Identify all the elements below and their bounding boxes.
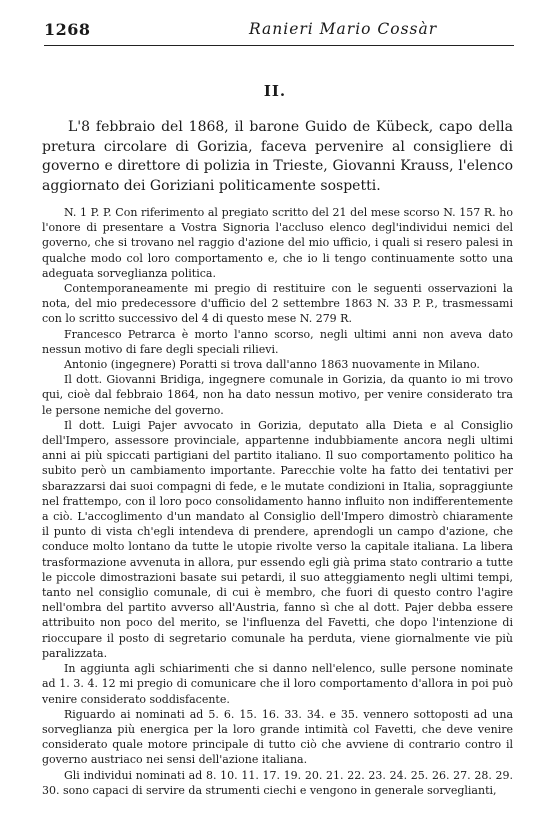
doc-paragraph: N. 1 P. P. Con riferimento al pregiato scritto del 21 del mese scorso N. 157 R. ho l'onore di presentare a Vostra Signoria l'accluso elenco degl'individui nemici del governo, che si trovano nel raggio d'azione del mio ufficio, i quali si resero palesi in qualche modo col loro comportamento e, che io li tengo continuamente sotto una adeguata sorveglianza politica. — [42, 206, 513, 280]
doc-paragraph: Antonio (ingegnere) Poratti si trova dall'anno 1863 nuovamente in Milano. — [64, 358, 480, 372]
quoted-document — [42, 205, 513, 798]
page-number: 1268 — [44, 20, 91, 39]
running-head: Ranieri Mario Cossàr — [249, 20, 438, 38]
intro-paragraph: L'8 febbraio del 1868, il barone Guido de Kübeck, capo della pretura circolare di Gorizia, faceva pervenire al consigliere di governo e direttore di polizia in Trieste, Giovanni Krauss, l'elenco aggiornato dei Goriziani politicamente sospetti. — [42, 119, 513, 194]
doc-paragraph: Contemporaneamente mi pregio di restituire con le seguenti osservazioni la nota, del mio predecessore d'ufficio del 2 settembre 1863 N. 33 P. P., trasmessami con lo scritto successivo del 4 di questo mese N. 279 R. — [42, 282, 513, 326]
section-title: II. — [263, 82, 287, 100]
doc-paragraph: Gli individui nominati ad 8. 10. 11. 17. 19. 20. 21. 22. 23. 24. 25. 26. 27. 28. 29. 30. sono capaci di servire da strumenti ciechi e vengono in generale sorveglianti, — [42, 768, 513, 797]
doc-paragraph: Francesco Petrarca è morto l'anno scorso, negli ultimi anni non aveva dato nessun motivo di fare degli speciali rilievi. — [42, 327, 513, 356]
doc-paragraph: In aggiunta agli schiarimenti che si danno nell'elenco, sulle persone nominate ad 1. 3. 4. 12 mi pregio di comunicare che il loro comportamento d'allora in poi può venire considerato soddisfacente. — [42, 662, 513, 706]
header-rule — [44, 45, 514, 46]
doc-paragraph: Il dott. Luigi Pajer avvocato in Gorizia, deputato alla Dieta e al Consiglio dell'Impero, assessore provinciale, appartenne indubbiamente ancora negli ultimi anni ai più spiccati partigiani del partito italiano. Il suo comportamento politico ha subito però un cambiamento importante. Parecchie volte ha fatto dei tentativi per sbarazzarsi dai suoi compagni di fede, e le mutate condizioni in Italia, sopraggiunte nel frattempo, con il loro poco consolidamento hanno influito non indifferentemente a ciò. L'accoglimento d'un mandato al Consiglio dell'Impero dimostrò chiaramente il punto di vista ch'egli intendeva di prendere, aprendogli un campo d'azione, che conduce molto lontano da tutte le utopie rivolte verso la capitale italiana. La libera trasformazione avvenuta in allora, pur essendo egli già prima stato contrario a tutte le piccole dimostrazioni basate sui petardi, il suo atteggiamento negli ultimi tempi, tanto nel consiglio comunale, di cui è membro, che fuori di questo contro l'agire nell'ombra del partito avverso all'Austria, fanno sì che al dott. Pajer debba essere attribuito non poco del merito, se l'influenza del Favetti, che dopo l'intenzione di rioccupare il posto di segretario comunale ha perduta, viene giornalmente vie più paralizzata. — [42, 418, 513, 660]
page-header — [44, 20, 514, 46]
doc-paragraph: Il dott. Giovanni Bridiga, ingegnere comunale in Gorizia, da quanto io mi trovo qui, cioè dal febbraio 1864, non ha dato nessun motivo, per venire considerato tra le persone nemiche del governo. — [42, 373, 513, 417]
doc-paragraph: Riguardo ai nominati ad 5. 6. 15. 16. 33. 34. e 35. vennero sottoposti ad una sorveglianza più energica per la loro grande intimità col Favetti, che deve venire considerato quale motore principale di tutto ciò che avviene di contrario contro il governo austriaco nei sensi dell'azione italiana. — [42, 707, 513, 767]
